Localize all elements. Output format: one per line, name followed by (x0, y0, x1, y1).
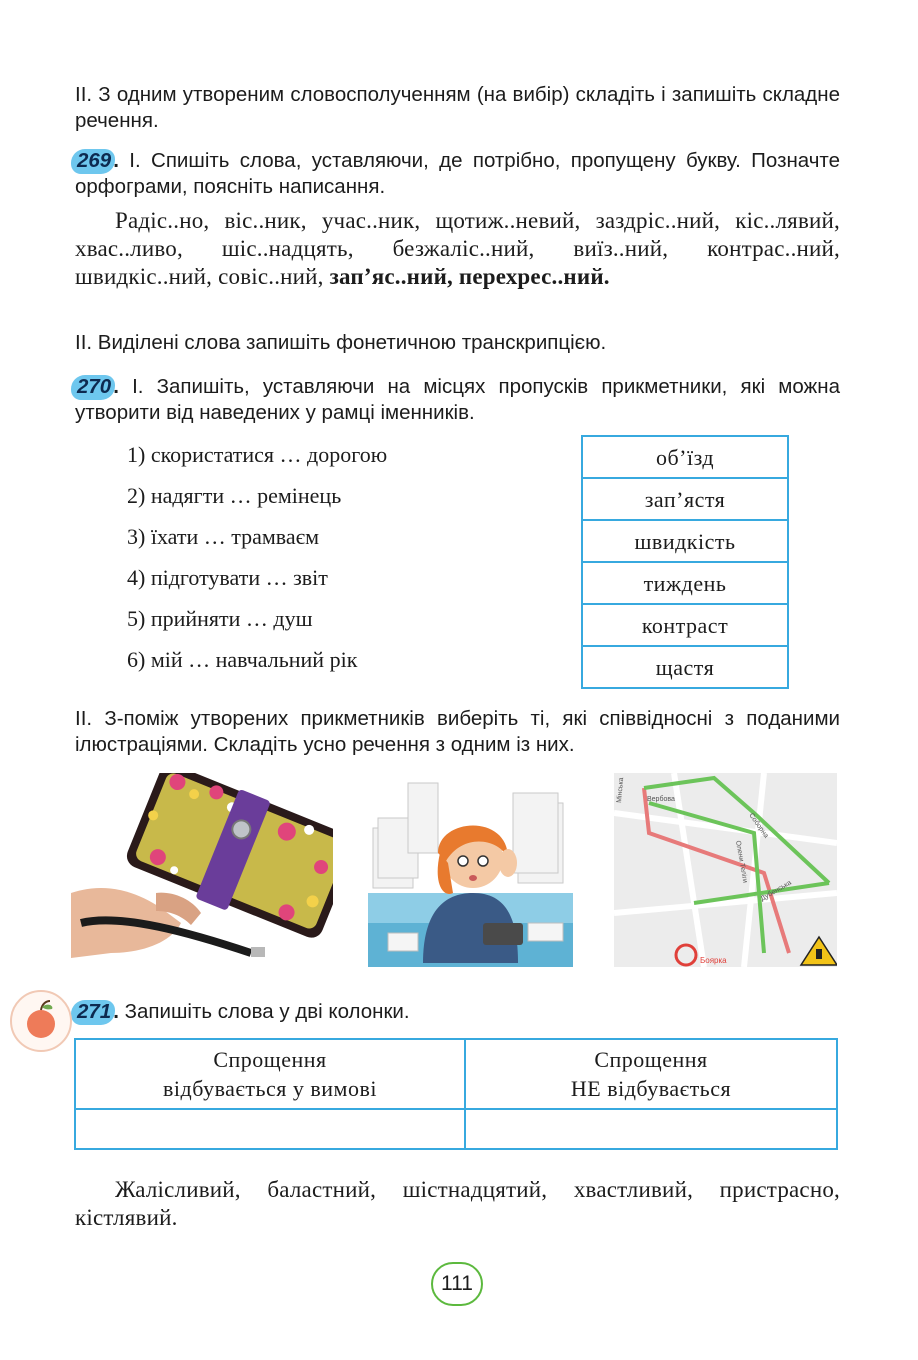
table-empty-cell (75, 1109, 465, 1149)
noun-cell: контраст (583, 603, 787, 645)
apple-icon (10, 990, 72, 1052)
list-item: 5) прийняти … душ (127, 606, 313, 631)
map-street-label: Мінська (616, 777, 626, 804)
table-header-cell: Спрощення НЕ відбувається (465, 1039, 837, 1109)
map-street-label: Вербова (647, 796, 675, 803)
list-item: 4) підготувати … звіт (127, 565, 328, 590)
list-item: 2) надягти … ремінець (127, 483, 342, 508)
ex269-bold-words: зап’яс..ний, перехрес..ний. (329, 264, 610, 289)
ex270-number: 270 (77, 375, 112, 398)
list-item: 3) їхати … трамваєм (127, 524, 320, 549)
list-item: 1) скористатися … дорогою (127, 442, 388, 467)
table-empty-cell (465, 1109, 837, 1149)
table-header-cell: Спрощення відбувається у вимові (75, 1039, 465, 1109)
ex270-phrase-list (127, 438, 387, 684)
noun-cell: об’їзд (655, 445, 715, 470)
ex270-task2: ІІ. З-поміж утворених прикметників виберіть ті, які співвідносні з поданими ілюстраціями. Складіть усно речення з одним із них. (75, 707, 840, 756)
map-street-label: Дубенська (759, 879, 793, 903)
noun-cell: швидкість (583, 519, 787, 561)
ex271-task: 271. Запишіть слова у дві колонки. (77, 1000, 410, 1023)
ex270-task1: 270. І. Запишіть, уставляючи на місцях пропусків прикметники, які можна утворити від наведених у рамці іменників. (75, 375, 840, 424)
map-street-label: Олени Теліги (734, 840, 749, 884)
ex269-number: 269 (77, 149, 112, 172)
ex270-noun-frame (581, 435, 789, 689)
map-detour-photo (614, 773, 837, 967)
map-stop-label: Боярка (700, 956, 727, 965)
page-number: 111 (431, 1262, 483, 1306)
noun-cell: зап’ястя (583, 477, 787, 519)
noun-cell: тиждень (583, 561, 787, 603)
ex271-number: 271 (77, 1000, 112, 1023)
ex269-task2: ІІ. Виділені слова запишіть фонетичною транскрипцією. (75, 331, 607, 354)
ex271-words: Жалісливий, баластний, шістнадцятий, хвастливий, пристрасно, кістлявий. (75, 1177, 840, 1230)
wallet-photo (71, 773, 333, 967)
ex271-table (74, 1038, 838, 1150)
list-item: 6) мій … навчальний рік (127, 647, 358, 672)
intro-task: ІІ. З одним утвореним словосполученням (на вибір) складіть і запишіть складне речення. (75, 83, 840, 132)
ex269-task1: 269. І. Спишіть слова, уставляючи, де потрібно, пропущену букву. Позначте орфограми, поясніть написання. (75, 149, 840, 198)
map-street-label: Соборна (747, 812, 770, 840)
accountant-photo (368, 773, 573, 967)
noun-cell: щастя (583, 645, 787, 687)
ex269-words: Радіс..но, віс..ник, учас..ник, щотиж..невий, заздріс..ний, кіс..лявий, хвас..ливо, шіс..надцять, безжаліс..ний, виїз..ний, контрас..ний, швидкіс..ний, совіс..ний, зап’яс..ний, перехрес..ний. (75, 208, 840, 289)
